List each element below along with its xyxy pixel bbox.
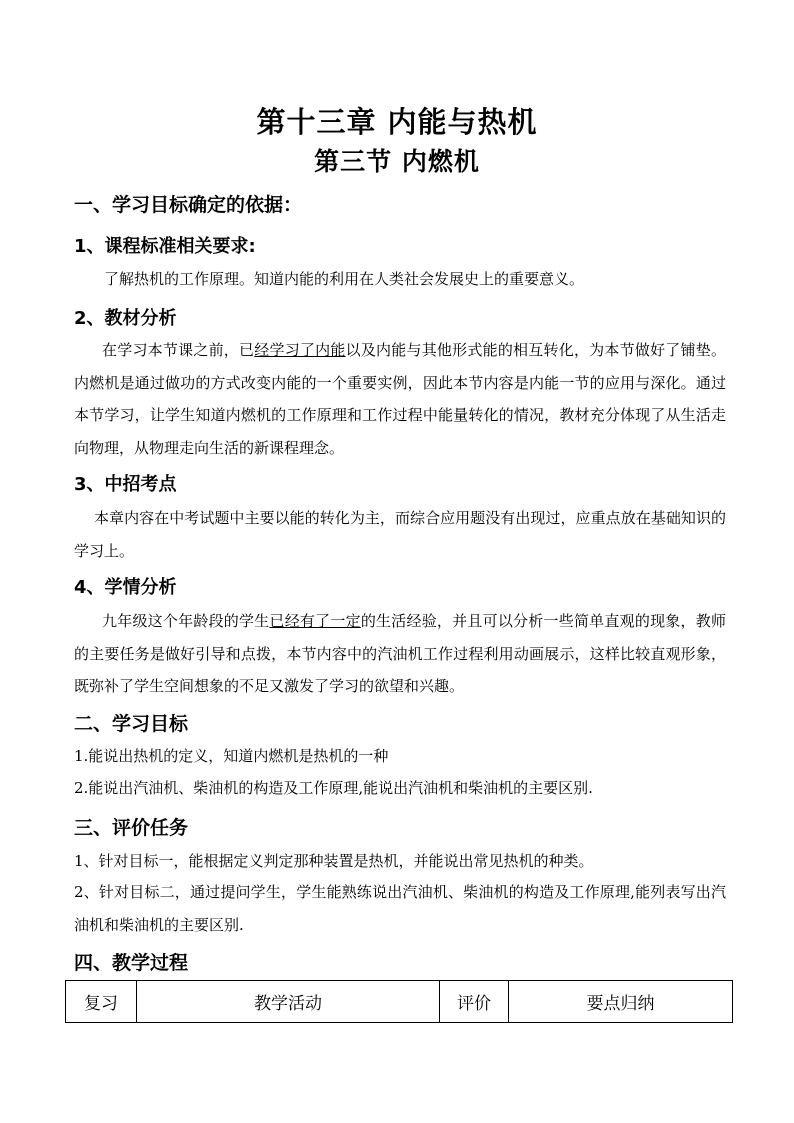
objective-item-2: 2.能说出汽油机、柴油机的构造及工作原理,能说出汽油机和柴油机的主要区别. — [74, 779, 593, 797]
evaluation-item-1: 1、针对目标一，能根据定义判定那种装置是热机，并能说出常见热机的种类。 — [74, 852, 594, 870]
student-analysis — [74, 605, 726, 703]
heading-teaching-process: 四、教学过程 — [74, 952, 189, 974]
section-title: 第三节 内燃机 — [314, 147, 480, 176]
student-text-part1: 九年级这个年龄段的学生 — [102, 612, 270, 630]
header-teaching-activity: 教学活动 — [137, 981, 440, 1023]
heading-textbook: 2、教材分析 — [74, 308, 177, 329]
header-review: 复习 — [66, 981, 137, 1023]
student-text-part3: 的生活经验，并且可以分析一些简单直观的现象，教师的主要任务是做好引导和点拨，本节内容中的汽油机工作过程利用动画展示，这样比较直观形象，既弥补了学生空间想象的不足又激发了学习的欲望和兴趣。 — [74, 612, 726, 695]
heading-exam-points: 3、中招考点 — [74, 474, 177, 495]
chapter-title: 第十三章 内能与热机 — [256, 105, 538, 139]
exam-points-text: 本章内容在中考试题中主要以能的转化为主，而综合应用题没有出现过，应重点放在基础知识的学习上。 — [74, 509, 726, 560]
heading-student-analysis: 4、学情分析 — [74, 577, 177, 598]
student-text-underlined: 已经有了一定 — [269, 612, 361, 630]
teaching-process-table — [65, 980, 733, 1023]
curriculum-text: 了解热机的工作原理。知道内能的利用在人类社会发展史上的重要意义。 — [104, 270, 585, 288]
textbook-text-part3: 以及内能与其他形式能的相互转化，为本节做好了铺垫。内燃机是通过做功的方式改变内能的一个重要实例，因此本节内容是内能一节的应用与深化。通过本节学习，让学生知道内燃机的工作原理和工作过程中能量转化的情况，教材充分体现了从生活走向物理，从物理走向生活的新课程理念。 — [74, 341, 726, 457]
heading-evaluation: 三、评价任务 — [74, 817, 189, 839]
textbook-text-underlined: 经学习了内能 — [254, 341, 346, 359]
heading-basis: 一、学习目标确定的依据： — [74, 194, 303, 216]
table-header-row — [66, 981, 733, 1023]
header-evaluation: 评价 — [440, 981, 509, 1023]
textbook-analysis — [74, 334, 726, 464]
heading-curriculum: 1、课程标准相关要求: — [74, 236, 256, 257]
objective-item-1: 1.能说出热机的定义，知道内燃机是热机的一种 — [74, 747, 389, 765]
heading-objectives: 二、学习目标 — [74, 713, 189, 735]
evaluation-item-2: 2、针对目标二，通过提问学生，学生能熟练说出汽油机、柴油机的构造及工作原理,能列表写出汽油机和柴油机的主要区别. — [74, 883, 726, 934]
textbook-text-part1: 在学习本节课之前，已 — [102, 341, 255, 359]
header-key-points: 要点归纳 — [509, 981, 733, 1023]
